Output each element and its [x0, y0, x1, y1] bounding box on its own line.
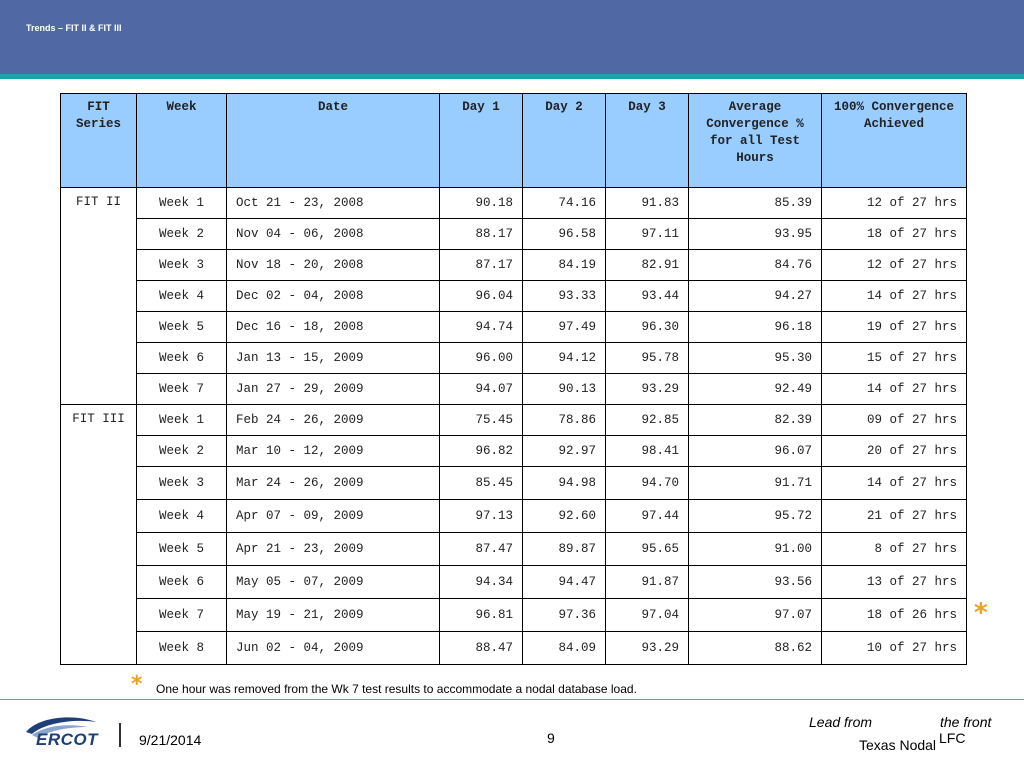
full-convergence-cell: 09 of 27 hrs: [822, 405, 967, 436]
table-row: [61, 374, 967, 405]
table-row: [61, 436, 967, 467]
week-cell: Week 7: [137, 374, 227, 405]
full-convergence-cell: 15 of 27 hrs: [822, 343, 967, 374]
full-convergence-cell: 18 of 27 hrs: [822, 219, 967, 250]
day1-cell: 90.18: [440, 188, 523, 219]
day3-cell: 97.44: [606, 500, 689, 533]
day2-cell: 78.86: [523, 405, 606, 436]
day3-cell: 94.70: [606, 467, 689, 500]
column-header: 100% Convergence Achieved: [822, 94, 967, 188]
date-cell: Apr 21 - 23, 2009: [227, 533, 440, 566]
table-row: [61, 566, 967, 599]
week-cell: Week 5: [137, 312, 227, 343]
day1-cell: 87.47: [440, 533, 523, 566]
day3-cell: 92.85: [606, 405, 689, 436]
week-cell: Week 8: [137, 632, 227, 665]
full-convergence-cell: 20 of 27 hrs: [822, 436, 967, 467]
day1-cell: 88.17: [440, 219, 523, 250]
footnote-asterisk: *: [131, 672, 143, 697]
avg-convergence-cell: 82.39: [689, 405, 822, 436]
day2-cell: 92.97: [523, 436, 606, 467]
day2-cell: 90.13: [523, 374, 606, 405]
day3-cell: 93.29: [606, 632, 689, 665]
day2-cell: 94.12: [523, 343, 606, 374]
full-convergence-cell: 14 of 27 hrs: [822, 467, 967, 500]
table-row: [61, 281, 967, 312]
avg-convergence-cell: 95.30: [689, 343, 822, 374]
table-row: [61, 250, 967, 281]
table-row: [61, 533, 967, 566]
date-cell: Jan 13 - 15, 2009: [227, 343, 440, 374]
table-row: [61, 599, 967, 632]
week-cell: Week 6: [137, 343, 227, 374]
full-convergence-cell: 21 of 27 hrs: [822, 500, 967, 533]
column-header: Day 2: [523, 94, 606, 188]
week-cell: Week 7: [137, 599, 227, 632]
day3-cell: 91.87: [606, 566, 689, 599]
table-header-row: [61, 94, 967, 188]
avg-convergence-cell: 92.49: [689, 374, 822, 405]
header-stripe: [0, 74, 1024, 79]
series-cell: FIT II: [61, 188, 137, 405]
full-convergence-cell: 12 of 27 hrs: [822, 188, 967, 219]
day2-cell: 92.60: [523, 500, 606, 533]
column-header: FIT Series: [61, 94, 137, 188]
column-header: Average Convergence % for all Test Hours: [689, 94, 822, 188]
week-cell: Week 4: [137, 281, 227, 312]
week-cell: Week 3: [137, 250, 227, 281]
table-row: [61, 312, 967, 343]
day2-cell: 97.36: [523, 599, 606, 632]
date-cell: May 05 - 07, 2009: [227, 566, 440, 599]
week-cell: Week 1: [137, 405, 227, 436]
day1-cell: 97.13: [440, 500, 523, 533]
column-header: Day 3: [606, 94, 689, 188]
tagline-front: the front: [940, 714, 992, 730]
avg-convergence-cell: 91.00: [689, 533, 822, 566]
day2-cell: 84.09: [523, 632, 606, 665]
day2-cell: 97.49: [523, 312, 606, 343]
day1-cell: 85.45: [440, 467, 523, 500]
footer-divider: [0, 699, 1024, 700]
full-convergence-cell: 18 of 26 hrs: [822, 599, 967, 632]
day2-cell: 96.58: [523, 219, 606, 250]
day3-cell: 93.29: [606, 374, 689, 405]
week-cell: Week 6: [137, 566, 227, 599]
table-row: [61, 467, 967, 500]
day2-cell: 94.47: [523, 566, 606, 599]
asterisk-marker: *: [974, 598, 988, 628]
day1-cell: 94.07: [440, 374, 523, 405]
avg-convergence-cell: 95.72: [689, 500, 822, 533]
week-cell: Week 4: [137, 500, 227, 533]
week-cell: Week 3: [137, 467, 227, 500]
day1-cell: 88.47: [440, 632, 523, 665]
table-row: [61, 219, 967, 250]
day2-cell: 89.87: [523, 533, 606, 566]
day3-cell: 98.41: [606, 436, 689, 467]
avg-convergence-cell: 96.18: [689, 312, 822, 343]
date-cell: Jan 27 - 29, 2009: [227, 374, 440, 405]
full-convergence-cell: 14 of 27 hrs: [822, 374, 967, 405]
date-cell: Apr 07 - 09, 2009: [227, 500, 440, 533]
full-convergence-cell: 19 of 27 hrs: [822, 312, 967, 343]
date-cell: May 19 - 21, 2009: [227, 599, 440, 632]
avg-convergence-cell: 91.71: [689, 467, 822, 500]
day1-cell: 75.45: [440, 405, 523, 436]
day1-cell: 96.00: [440, 343, 523, 374]
page-title: Trends – FIT II & FIT III: [26, 23, 122, 33]
day2-cell: 74.16: [523, 188, 606, 219]
day3-cell: 97.04: [606, 599, 689, 632]
day1-cell: 96.81: [440, 599, 523, 632]
day2-cell: 94.98: [523, 467, 606, 500]
full-convergence-cell: 12 of 27 hrs: [822, 250, 967, 281]
footer-date: 9/21/2014: [139, 732, 202, 748]
table-row: [61, 500, 967, 533]
day2-cell: 84.19: [523, 250, 606, 281]
date-cell: Jun 02 - 04, 2009: [227, 632, 440, 665]
date-cell: Mar 24 - 26, 2009: [227, 467, 440, 500]
tagline-lfc: LFC: [939, 730, 966, 746]
avg-convergence-cell: 96.07: [689, 436, 822, 467]
avg-convergence-cell: 94.27: [689, 281, 822, 312]
week-cell: Week 2: [137, 219, 227, 250]
date-cell: Nov 18 - 20, 2008: [227, 250, 440, 281]
footer-separator: [119, 723, 121, 747]
date-cell: Nov 04 - 06, 2008: [227, 219, 440, 250]
day3-cell: 96.30: [606, 312, 689, 343]
day1-cell: 96.82: [440, 436, 523, 467]
page-number: 9: [547, 730, 555, 746]
date-cell: Dec 16 - 18, 2008: [227, 312, 440, 343]
table-row: [61, 632, 967, 665]
day1-cell: 94.74: [440, 312, 523, 343]
day1-cell: 96.04: [440, 281, 523, 312]
tagline-nodal: Texas Nodal: [859, 737, 937, 753]
day2-cell: 93.33: [523, 281, 606, 312]
date-cell: Feb 24 - 26, 2009: [227, 405, 440, 436]
header-band: [0, 0, 1024, 74]
date-cell: Oct 21 - 23, 2008: [227, 188, 440, 219]
date-cell: Mar 10 - 12, 2009: [227, 436, 440, 467]
day3-cell: 82.91: [606, 250, 689, 281]
footnote-text: One hour was removed from the Wk 7 test results to accommodate a nodal database load.: [156, 682, 637, 696]
day3-cell: 95.78: [606, 343, 689, 374]
table-row: [61, 188, 967, 219]
avg-convergence-cell: 93.56: [689, 566, 822, 599]
logo-text: ERCOT: [36, 730, 98, 749]
week-cell: Week 5: [137, 533, 227, 566]
tagline-lead: Lead from: [809, 714, 873, 730]
ercot-logo: [22, 714, 102, 750]
date-cell: Dec 02 - 04, 2008: [227, 281, 440, 312]
full-convergence-cell: 8 of 27 hrs: [822, 533, 967, 566]
avg-convergence-cell: 85.39: [689, 188, 822, 219]
day3-cell: 95.65: [606, 533, 689, 566]
column-header: Date: [227, 94, 440, 188]
full-convergence-cell: 10 of 27 hrs: [822, 632, 967, 665]
day1-cell: 87.17: [440, 250, 523, 281]
day3-cell: 91.83: [606, 188, 689, 219]
column-header: Week: [137, 94, 227, 188]
avg-convergence-cell: 84.76: [689, 250, 822, 281]
avg-convergence-cell: 88.62: [689, 632, 822, 665]
day3-cell: 93.44: [606, 281, 689, 312]
day1-cell: 94.34: [440, 566, 523, 599]
week-cell: Week 2: [137, 436, 227, 467]
avg-convergence-cell: 93.95: [689, 219, 822, 250]
table-row: [61, 405, 967, 436]
week-cell: Week 1: [137, 188, 227, 219]
day3-cell: 97.11: [606, 219, 689, 250]
table-row: [61, 343, 967, 374]
full-convergence-cell: 13 of 27 hrs: [822, 566, 967, 599]
avg-convergence-cell: 97.07: [689, 599, 822, 632]
full-convergence-cell: 14 of 27 hrs: [822, 281, 967, 312]
column-header: Day 1: [440, 94, 523, 188]
table-body: [61, 188, 967, 665]
trends-table: [60, 93, 967, 665]
series-cell: FIT III: [61, 405, 137, 665]
